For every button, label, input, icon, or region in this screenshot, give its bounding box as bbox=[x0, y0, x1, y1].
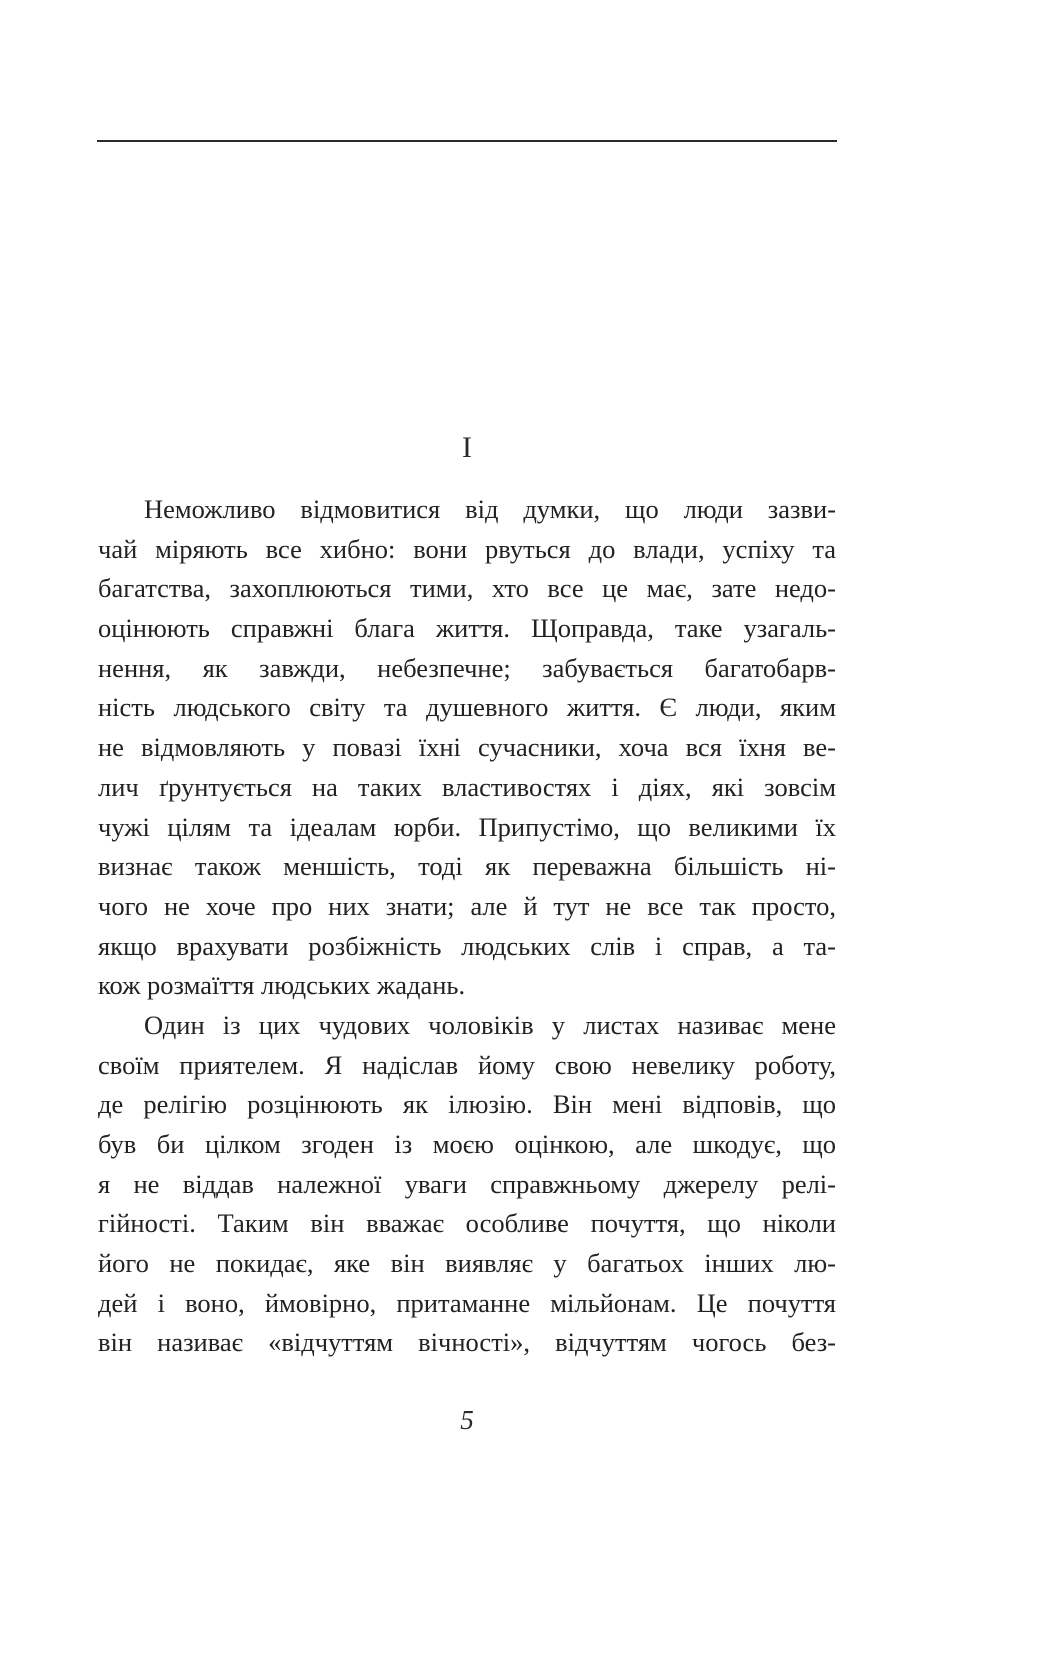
text-line: багатства, захоплюються тими, хто все це має, зате недо- bbox=[98, 573, 836, 604]
text-line: дей і воно, ймовірно, притаманне мільйонам. Це почуття bbox=[98, 1287, 836, 1318]
text-line: визнає також меншість, тоді як переважна більшість ні- bbox=[98, 851, 836, 882]
chapter-numeral: I bbox=[462, 431, 472, 464]
body-text bbox=[98, 490, 836, 1363]
text-line: Неможливо відмовитися від думки, що люди зазви- bbox=[144, 494, 836, 524]
text-line: де релігію розцінюють як ілюзію. Він мені відповів, що bbox=[98, 1089, 836, 1120]
text-line: чай міряють все хибно: вони рвуться до влади, успіху та bbox=[98, 533, 836, 564]
text-line: якщо врахувати розбіжність людських слів і справ, а та- bbox=[98, 930, 836, 961]
paragraph-2 bbox=[98, 1006, 836, 1363]
text-line: він називає «відчуттям вічності», відчуттям чогось без- bbox=[98, 1327, 836, 1358]
text-line: чого не хоче про них знати; але й тут не все так просто, bbox=[98, 890, 836, 921]
text-line: гійності. Таким він вважає особливе почуття, що ніколи bbox=[98, 1208, 836, 1239]
text-line: не відмовляють у повазі їхні сучасники, хоча вся їхня ве- bbox=[98, 732, 836, 763]
text-line: нення, як завжди, небезпечне; забувається багатобарв- bbox=[98, 652, 836, 683]
top-horizontal-rule bbox=[97, 140, 837, 142]
page-number: 5 bbox=[460, 1405, 474, 1435]
text-line: чужі цілям та ідеалам юрби. Припустімо, що великими їх bbox=[98, 811, 836, 842]
paragraph-1 bbox=[98, 490, 836, 1006]
text-line: оцінюють справжні блага життя. Щоправда, таке узагаль- bbox=[98, 613, 836, 644]
text-line: його не покидає, яке він виявляє у багатьох інших лю- bbox=[98, 1248, 836, 1279]
text-line: ність людського світу та душевного життя. Є люди, яким bbox=[98, 692, 836, 723]
text-line: я не віддав належної уваги справжньому джерелу релі- bbox=[98, 1168, 836, 1199]
text-line: Один із цих чудових чоловіків у листах називає мене bbox=[144, 1009, 836, 1040]
text-line: своїм приятелем. Я надіслав йому свою невелику роботу, bbox=[98, 1049, 836, 1080]
text-line: кож розмаїття людських жадань. bbox=[98, 970, 466, 1001]
text-line: лич ґрунтується на таких властивостях і діях, які зовсім bbox=[98, 771, 836, 802]
text-line: був би цілком згоден із моєю оцінкою, але шкодує, що bbox=[98, 1129, 836, 1159]
